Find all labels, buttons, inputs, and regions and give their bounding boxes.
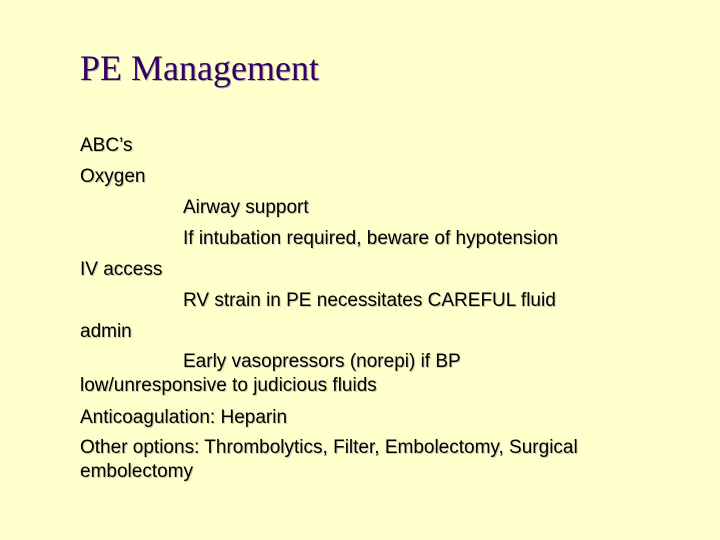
bullet-abcs: ABC’s	[80, 135, 133, 156]
bullet-anticoagulation: Anticoagulation: Heparin	[80, 407, 288, 428]
sub-early-vasopressors	[80, 350, 680, 398]
sub-airway-support: Airway support	[183, 197, 309, 218]
vasopressors-line-1: Early vasopressors (norepi) if BP	[183, 351, 461, 372]
vasopressors-line-2: low/unresponsive to judicious fluids	[80, 375, 377, 396]
sub-rv-strain-continued: admin	[80, 321, 132, 342]
sub-intubation-warning: If intubation required, beware of hypotension	[183, 228, 558, 249]
slide-title: PE Management	[80, 48, 319, 88]
bullet-iv-access: IV access	[80, 259, 163, 280]
bullet-oxygen: Oxygen	[80, 166, 146, 187]
bullet-other-options: Other options: Thrombolytics, Filter, Embolectomy, Surgical embolectomy	[80, 437, 578, 482]
slide-body	[80, 130, 680, 488]
sub-rv-strain: RV strain in PE necessitates CAREFUL fluid	[183, 290, 556, 311]
